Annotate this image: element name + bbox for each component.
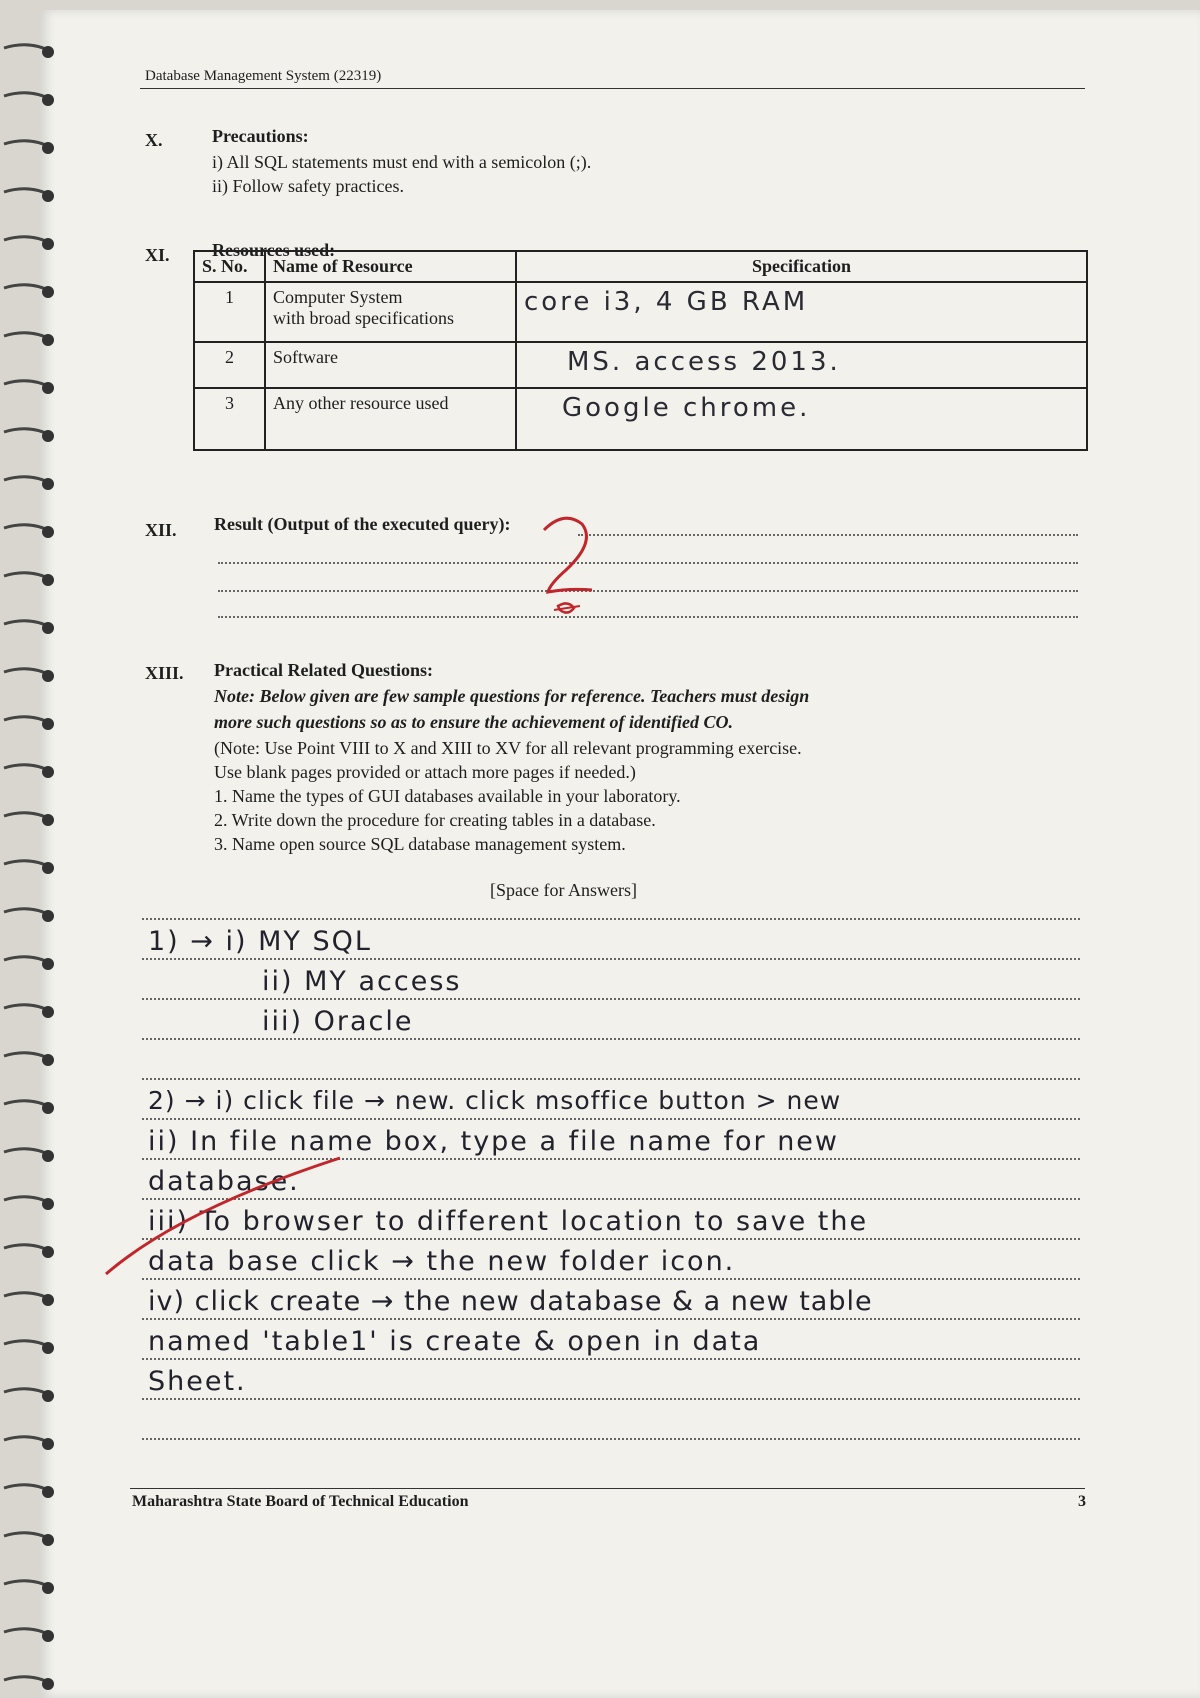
- answer-line: [142, 1318, 1080, 1320]
- answer-line: [142, 918, 1080, 920]
- table-header-row: [194, 251, 1087, 282]
- answer-line: [142, 1358, 1080, 1360]
- section-number-questions: XIII.: [145, 663, 184, 683]
- question-1: 1. Name the types of GUI databases available in your laboratory.: [214, 786, 681, 806]
- table-row: [194, 282, 1087, 342]
- answer-line: [142, 1078, 1080, 1080]
- note-line-1: Note: Below given are few sample questions for reference. Teachers must design: [214, 686, 810, 706]
- result-line-3: [218, 590, 1078, 592]
- footer-board: Maharashtra State Board of Technical Education: [132, 1493, 469, 1510]
- answer-line: [142, 1398, 1080, 1400]
- row-1-name-line1: Computer System: [273, 287, 403, 307]
- row-1-name-line2: with broad specifications: [273, 308, 454, 328]
- answer-2-line-5: data base click → the new folder icon.: [148, 1246, 736, 1277]
- row-2-spec: MS. access 2013.: [516, 342, 1087, 388]
- table-row: [194, 342, 1087, 388]
- answer-2-line-1: 2) → i) click file → new. click msoffice button > new: [148, 1086, 842, 1115]
- question-2: 2. Write down the procedure for creating tables in a database.: [214, 810, 656, 830]
- row-3-sno: 3: [194, 388, 265, 450]
- questions-title: Practical Related Questions:: [214, 660, 433, 680]
- result-line-2: [218, 562, 1078, 564]
- answer-2-line-8: Sheet.: [148, 1366, 247, 1397]
- answer-2-line-6: iv) click create → the new database & a new table: [148, 1286, 873, 1317]
- result-title: Result (Output of the executed query):: [214, 514, 511, 534]
- answer-1-line-2: ii) MY access: [262, 966, 462, 997]
- row-1-name: [265, 282, 516, 342]
- section-number-result: XII.: [145, 520, 177, 540]
- answer-2-line-7: named 'table1' is create & open in data: [148, 1326, 762, 1357]
- row-1-spec: core i3, 4 GB RAM: [516, 282, 1087, 342]
- row-1-sno: 1: [194, 282, 265, 342]
- resources-table: [193, 250, 1088, 451]
- resources-title: Resources used:: [212, 240, 336, 260]
- space-for-answers-label: [Space for Answers]: [490, 880, 637, 900]
- answer-1-line-1: 1) → i) MY SQL: [148, 926, 372, 957]
- answer-line: [142, 1438, 1080, 1440]
- answer-2-line-3: database.: [148, 1166, 300, 1197]
- answer-2-line-2: ii) In file name box, type a file name for new: [148, 1126, 839, 1157]
- answer-1-line-3: iii) Oracle: [262, 1006, 414, 1037]
- footer-rule: [130, 1488, 1085, 1489]
- column-header-name: Name of Resource: [265, 251, 516, 282]
- column-header-spec: Specification: [516, 251, 1087, 282]
- page-number: 3: [1078, 1493, 1086, 1510]
- answer-line: [142, 998, 1080, 1000]
- page-header: Database Management System (22319): [145, 68, 382, 84]
- header-rule: [140, 88, 1085, 89]
- column-header-sno: S. No.: [194, 251, 265, 282]
- precautions-title: Precautions:: [212, 126, 309, 146]
- answer-2-line-4: iii) To browser to different location to save the: [148, 1206, 869, 1237]
- row-2-name: Software: [265, 342, 516, 388]
- note-line-4: Use blank pages provided or attach more pages if needed.): [214, 762, 636, 782]
- answer-line: [142, 1038, 1080, 1040]
- precaution-item-2: ii) Follow safety practices.: [212, 176, 404, 196]
- answer-line: [142, 958, 1080, 960]
- result-line-4: [218, 616, 1078, 618]
- teacher-grade-mark: [530, 508, 610, 620]
- result-line-1: [578, 534, 1078, 536]
- note-line-2: more such questions so as to ensure the achievement of identified CO.: [214, 712, 734, 732]
- question-3: 3. Name open source SQL database management system.: [214, 834, 626, 854]
- section-number-precautions: X.: [145, 130, 163, 150]
- row-3-spec: Google chrome.: [516, 388, 1087, 450]
- answer-line: [142, 1118, 1080, 1120]
- row-3-name: Any other resource used: [265, 388, 516, 450]
- note-line-3: (Note: Use Point VIII to X and XIII to XV for all relevant programming exercise.: [214, 738, 802, 758]
- table-row: [194, 388, 1087, 450]
- spiral-binding: [0, 0, 60, 1698]
- teacher-check-stroke: [100, 1150, 350, 1280]
- row-2-sno: 2: [194, 342, 265, 388]
- precaution-item-1: i) All SQL statements must end with a semicolon (;).: [212, 152, 592, 172]
- section-number-resources: XI.: [145, 245, 170, 265]
